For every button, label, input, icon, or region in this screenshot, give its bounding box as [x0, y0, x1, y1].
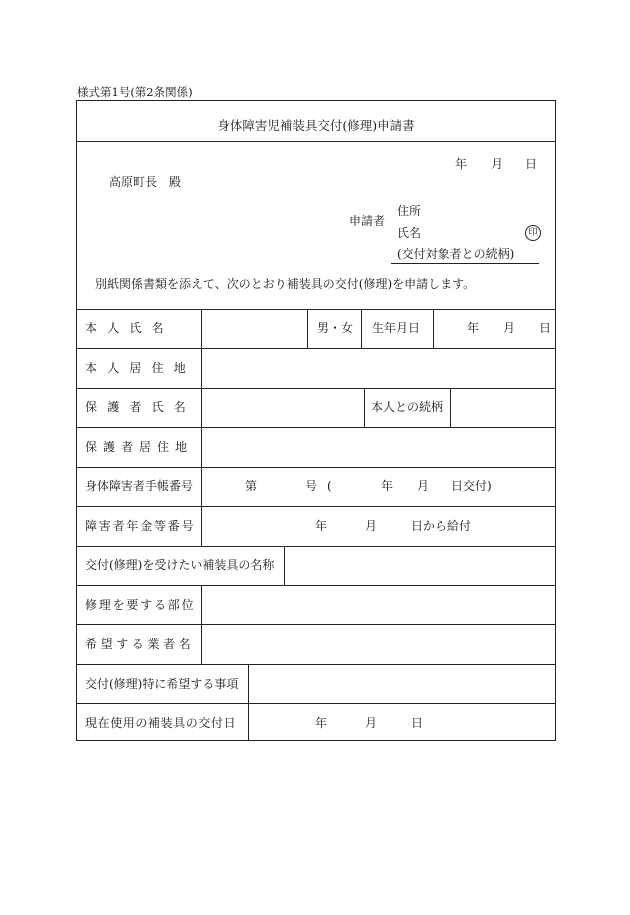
special-requests-label: 交付(修理)特に希望する事項 — [85, 677, 239, 691]
application-form — [76, 100, 556, 741]
divider — [77, 506, 555, 507]
handbook-year-label: 年 — [381, 479, 394, 493]
address-label: 住所 — [397, 204, 422, 218]
name-label: 氏名 — [397, 226, 422, 240]
birth-month-label: 月 — [503, 321, 516, 335]
divider — [248, 703, 249, 741]
guardian-name-label: 保護者氏名 — [85, 400, 197, 414]
divider — [77, 388, 555, 389]
pension-year-label: 年 — [315, 519, 328, 533]
form-number-label: 様式第1号(第2条関係) — [77, 85, 193, 99]
divider — [201, 506, 202, 546]
divider — [284, 546, 285, 585]
divider — [364, 388, 365, 427]
handbook-no-prefix: 第 — [245, 479, 258, 493]
handbook-issued-label: 日交付) — [451, 479, 492, 493]
relation-note: (交付対象者との続柄) — [397, 247, 515, 261]
divider — [361, 309, 362, 348]
divider — [77, 664, 555, 665]
repair-part-label: 修理を要する部位 — [85, 598, 196, 612]
divider — [201, 624, 202, 664]
vendor-label: 希望する業者名 — [85, 637, 195, 651]
date-year-label: 年 — [455, 157, 468, 171]
handbook-number-label: 身体障害者手帳番号 — [85, 479, 194, 493]
divider — [77, 427, 555, 428]
divider — [77, 624, 555, 625]
divider — [77, 348, 555, 349]
form-title: 身体障害児補装具交付(修理)申請書 — [217, 118, 415, 133]
divider — [201, 309, 202, 348]
person-name-label: 本人氏名 — [85, 321, 174, 335]
divider — [201, 467, 202, 506]
divider — [77, 703, 555, 704]
divider — [201, 348, 202, 388]
divider — [77, 585, 555, 586]
divider — [201, 585, 202, 624]
date-day-label: 日 — [525, 157, 538, 171]
divider — [201, 427, 202, 467]
birth-day-label: 日 — [539, 321, 552, 335]
guardian-address-label: 保護者居住地 — [85, 440, 194, 454]
divider — [450, 388, 451, 427]
divider — [201, 388, 202, 427]
device-name-label: 交付(修理)を受けたい補装具の名称 — [85, 558, 275, 572]
current-issue-date-label: 現在使用の補装具の交付日 — [85, 716, 237, 730]
gender-option[interactable]: 男・女 — [317, 321, 354, 335]
relation-to-person-label: 本人との続柄 — [371, 400, 444, 414]
seal-mark: 印 — [525, 225, 541, 241]
divider — [307, 309, 308, 348]
divider — [77, 467, 555, 468]
application-statement: 別紙関係書類を添えて、次のとおり補装具の交付(修理)を申請します。 — [95, 277, 476, 291]
pension-from-label: 日から給付 — [411, 519, 472, 533]
birth-date-label: 生年月日 — [372, 321, 421, 335]
applicant-underline — [391, 263, 539, 264]
birth-year-label: 年 — [467, 321, 480, 335]
divider — [77, 141, 555, 142]
date-month-label: 月 — [491, 157, 504, 171]
person-address-label: 本人居住地 — [85, 361, 197, 375]
handbook-paren: ( — [327, 479, 332, 493]
current-month-label: 月 — [365, 716, 378, 730]
divider — [433, 309, 434, 348]
current-day-label: 日 — [411, 716, 424, 730]
addressee: 高原町長 殿 — [109, 175, 182, 189]
handbook-no-suffix: 号 — [305, 479, 318, 493]
divider — [77, 546, 555, 547]
applicant-label: 申請者 — [349, 214, 386, 228]
pension-month-label: 月 — [365, 519, 378, 533]
current-year-label: 年 — [315, 716, 328, 730]
divider — [77, 309, 555, 310]
pension-number-label: 障害者年金等番号 — [85, 519, 196, 533]
divider — [248, 664, 249, 703]
handbook-month-label: 月 — [417, 479, 430, 493]
